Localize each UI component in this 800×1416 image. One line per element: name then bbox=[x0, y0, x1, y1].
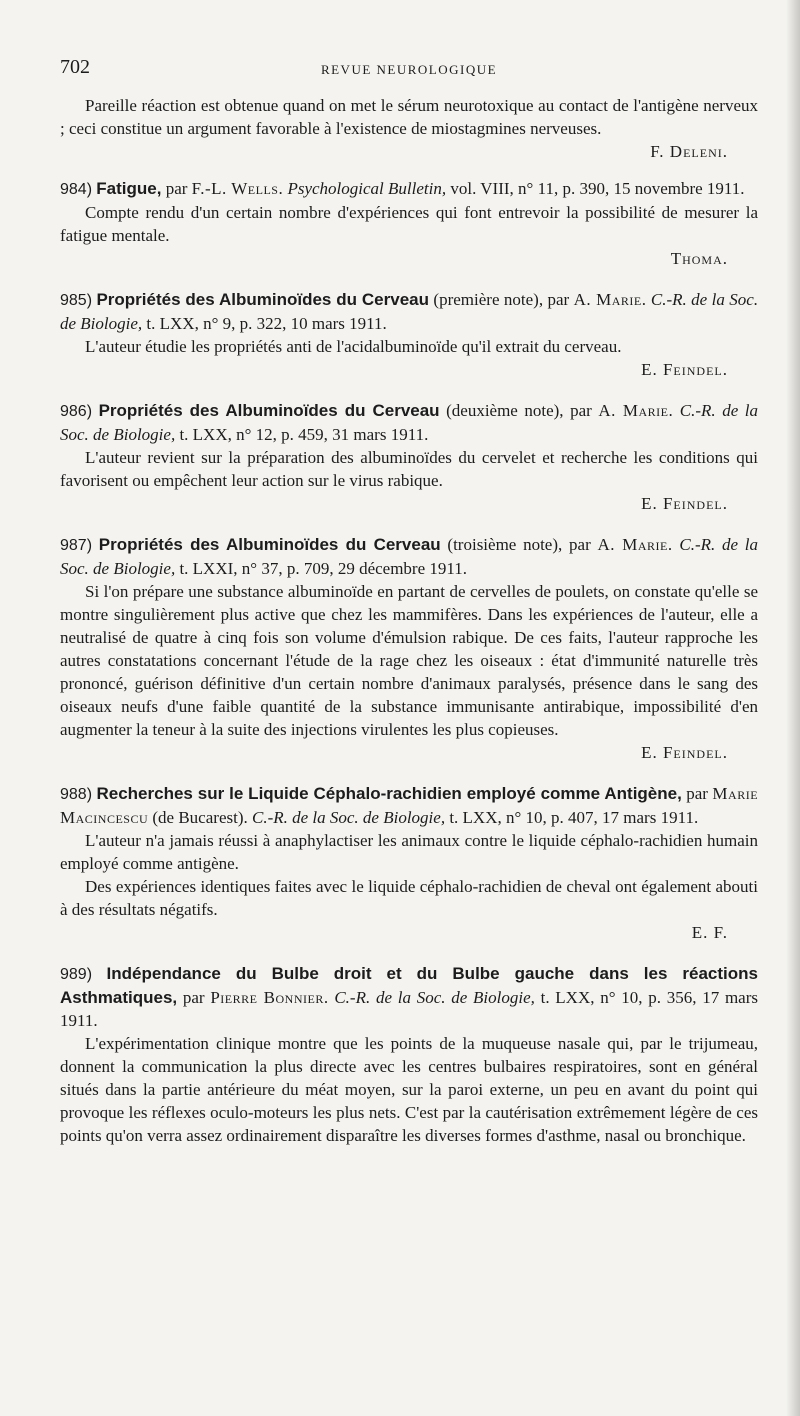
entry-signature: Thoma. bbox=[670, 249, 728, 268]
entry-author: Pierre Bonnier. bbox=[210, 988, 329, 1007]
entry-988 bbox=[60, 782, 758, 944]
entry-source: C.-R. de la Soc. de Biologie, bbox=[334, 988, 535, 1007]
entry-par: par bbox=[569, 535, 591, 554]
entry-number: 987) bbox=[60, 537, 93, 554]
entry-author: Marie Macincescu bbox=[60, 784, 759, 827]
entry-body-text: L'auteur n'a jamais réussi à anaphylactiser les animaux contre le liquide céphalo-rachidien humain employé comme antigène. bbox=[60, 831, 758, 873]
entry-body-text: Si l'on prépare une substance albuminoïde en partant de cervelles de poulets, on constate qu'elle se montre singulièrement plus active que chez les mammifères. Dans les expériences de l'auteur, elle a neutralisé de quatre à cinq fois son volume d'émulsion rabique. De ces faits, l'auteur rapproche les autres constatations concernant l'étude de la rage chez les oiseaux : état d'immunité naturelle très prononcé, guérison définitive d'un certain nombre d'animaux paralysés, présence dans le sang des oiseaux neufs d'une faible quantité de la substance immunisante antirabique, impossibilité d'en augmenter la teneur à la suite des injections virulentes les plus copieuses. bbox=[60, 582, 758, 739]
entry-author: A. Marie. bbox=[597, 535, 673, 554]
entry-number: 986) bbox=[60, 403, 93, 420]
entry-heading bbox=[60, 177, 758, 201]
entry-body-text: L'expérimentation clinique montre que les points de la muqueuse nasale qui, par le trijumeau, donnent la communication la plus directe avec les centres bulbaires respiratoires, sont en général situés dans la partie antérieure du méat moyen, sur la paroi externe, un peu en avant du point qui provoque les réflexes oculo-moteurs les plus nets. C'est par la cautérisation extrêmement légère de ces points qu'on verra assez ordinairement disparaître les diverses formes d'asthme, nasal ou bronchique. bbox=[60, 1034, 758, 1145]
entry-par: par bbox=[686, 784, 708, 803]
intro-text: Pareille réaction est obtenue quand on met le sérum neurotoxique au contact de l'antigène nerveux ; ceci constitue un argument favorable à l'existence de miostagmines nerveuses. bbox=[60, 96, 758, 138]
entry-body bbox=[60, 875, 758, 921]
entry-par: par bbox=[165, 179, 188, 198]
entry-ref: t. LXXI, n° 37, p. 709, 29 décembre 1911. bbox=[179, 559, 468, 578]
entry-title: Propriétés des Albuminoïdes du Cerveau bbox=[98, 535, 441, 554]
entry-number: 985) bbox=[60, 292, 93, 309]
entry-note: (première note), bbox=[433, 290, 544, 309]
entry-ref: t. LXX, n° 9, p. 322, 10 mars 1911. bbox=[146, 314, 387, 333]
entry-title: Recherches sur le Liquide Céphalo-rachidien employé comme Antigène, bbox=[96, 784, 682, 803]
entry-body-text: L'auteur revient sur la préparation des albuminoïdes du cervelet et recherche les conditions qui favorisent ou empêchent leur action sur le virus rabique. bbox=[60, 448, 758, 490]
entry-signature: E. Feindel. bbox=[641, 743, 728, 762]
entry-number: 988) bbox=[60, 786, 93, 803]
entry-heading bbox=[60, 288, 758, 335]
entry-title: Indépendance du Bulbe droit et du Bulbe gauche dans les réactions Asthmatiques, bbox=[60, 964, 758, 1007]
intro-paragraph bbox=[60, 94, 758, 140]
entry-source: C.-R. de la Soc. de Biologie, bbox=[60, 535, 759, 578]
entry-author: A. Marie. bbox=[598, 401, 674, 420]
entry-ref: vol. VIII, n° 11, p. 390, 15 novembre 1911. bbox=[450, 179, 745, 198]
entry-signature: E. Feindel. bbox=[641, 360, 728, 379]
entry-author: F.-L. Wells. bbox=[191, 179, 284, 198]
entry-author: A. Marie. bbox=[573, 290, 647, 309]
running-head bbox=[60, 52, 758, 86]
entry-body bbox=[60, 580, 758, 741]
entry-source: C.-R. de la Soc. de Biologie, bbox=[251, 808, 446, 827]
entry-title: Propriétés des Albuminoïdes du Cerveau bbox=[98, 401, 440, 420]
entry-heading bbox=[60, 399, 758, 446]
entry-extra: (de Bucarest). bbox=[152, 808, 248, 827]
entry-signature: E. Feindel. bbox=[641, 494, 728, 513]
entry-989 bbox=[60, 962, 758, 1147]
entry-body bbox=[60, 829, 758, 875]
entry-body bbox=[60, 1032, 758, 1147]
entry-ref: t. LXX, n° 10, p. 356, 17 mars 1911. bbox=[60, 988, 758, 1030]
page-number: 702 bbox=[60, 56, 90, 78]
entry-par: par bbox=[570, 401, 592, 420]
entry-par: par bbox=[547, 290, 570, 309]
entry-body-text: Compte rendu d'un certain nombre d'expériences qui font entrevoir la possibilité de mesurer la fatigue mentale. bbox=[60, 203, 758, 245]
entry-987 bbox=[60, 533, 758, 764]
entry-body bbox=[60, 446, 758, 492]
entry-note: (deuxième note), bbox=[446, 401, 564, 420]
entry-title: Fatigue, bbox=[96, 179, 162, 198]
entry-body-text: L'auteur étudie les propriétés anti de l'acidalbuminoïde qu'il extrait du cerveau. bbox=[85, 337, 622, 356]
entry-title: Propriétés des Albuminoïdes du Cerveau bbox=[96, 290, 429, 309]
journal-title: REVUE NEUROLOGIQUE bbox=[320, 62, 498, 77]
entry-body-text: Des expériences identiques faites avec le liquide céphalo-rachidien de cheval ont également abouti à des résultats négatifs. bbox=[60, 877, 758, 919]
entry-note: (troisième note), bbox=[447, 535, 563, 554]
entry-984 bbox=[60, 177, 758, 270]
entry-heading bbox=[60, 962, 758, 1032]
entry-number: 984) bbox=[60, 181, 93, 198]
entry-par: par bbox=[182, 988, 205, 1007]
intro-signature: F. Deleni. bbox=[650, 142, 728, 161]
entry-signature: E. F. bbox=[691, 923, 728, 942]
entry-number: 989) bbox=[60, 966, 93, 983]
entry-source: C.-R. de la Soc. de Biologie, bbox=[60, 401, 759, 444]
entry-source: Psychological Bulletin, bbox=[287, 179, 447, 198]
page-edge-shadow bbox=[786, 0, 800, 1416]
entry-heading bbox=[60, 533, 758, 580]
entry-body bbox=[60, 335, 758, 358]
entry-heading bbox=[60, 782, 758, 829]
entry-986 bbox=[60, 399, 758, 515]
entry-source: C.-R. de la Soc. de Biologie, bbox=[60, 290, 759, 333]
entry-body bbox=[60, 201, 758, 247]
entry-ref: t. LXX, n° 10, p. 407, 17 mars 1911. bbox=[449, 808, 699, 827]
entry-985 bbox=[60, 288, 758, 381]
entry-ref: t. LXX, n° 12, p. 459, 31 mars 1911. bbox=[179, 425, 429, 444]
